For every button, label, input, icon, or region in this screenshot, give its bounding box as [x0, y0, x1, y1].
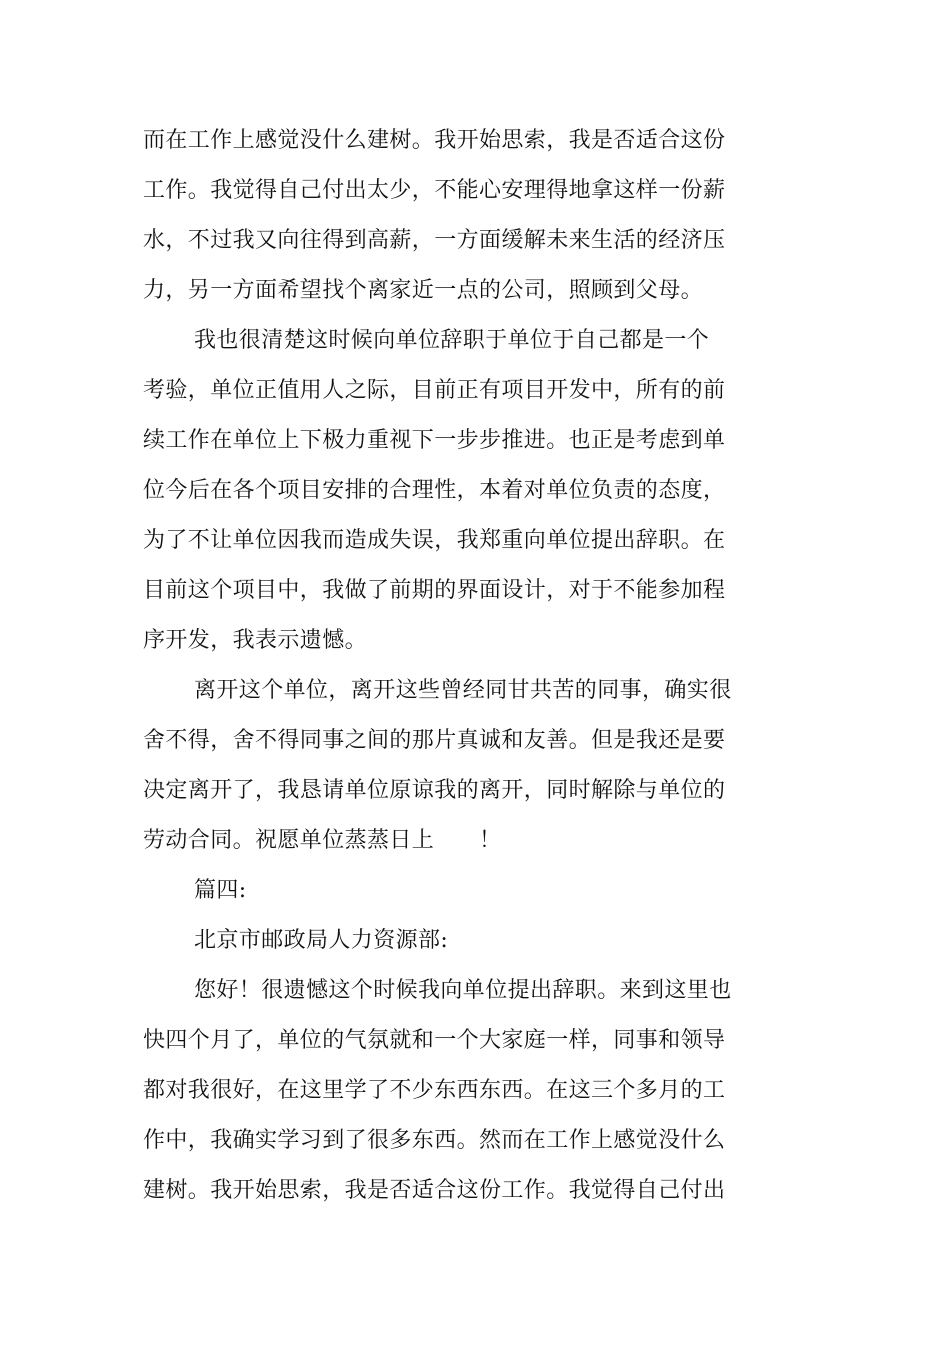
text-line: 劳动合同。祝愿单位蒸蒸日上 ！	[143, 828, 502, 853]
text-line: 而在工作上感觉没什么建树。我开始思索，我是否适合这份	[143, 128, 726, 153]
text-line: 目前这个项目中，我做了前期的界面设计，对于不能参加程	[143, 578, 726, 603]
text-line: 考验，单位正值用人之际，目前正有项目开发中，所有的前	[143, 378, 726, 403]
text-line: 都对我很好，在这里学了不少东西东西。在这三个多月的工	[143, 1078, 726, 1103]
paragraph-start-line: 离开这个单位，离开这些曾经同甘共苦的同事，确实很	[194, 678, 732, 703]
text-line: 水，不过我又向往得到高薪，一方面缓解未来生活的经济压	[143, 228, 726, 253]
paragraph-start-line: 您好！很遗憾这个时候我向单位提出辞职。来到这里也	[194, 978, 732, 1003]
text-line: 快四个月了，单位的气氛就和一个大家庭一样，同事和领导	[143, 1028, 726, 1053]
section-heading: 篇四:	[194, 878, 247, 903]
text-line: 为了不让单位因我而造成失误，我郑重向单位提出辞职。在	[143, 528, 726, 553]
text-line: 力，另一方面希望找个离家近一点的公司，照顾到父母。	[143, 278, 704, 303]
text-line: 续工作在单位上下极力重视下一步步推进。也正是考虑到单	[143, 428, 726, 453]
paragraph-start-line: 我也很清楚这时候向单位辞职于单位于自己都是一个	[194, 328, 710, 353]
text-line: 工作。我觉得自己付出太少，不能心安理得地拿这样一份薪	[143, 178, 726, 203]
text-line: 序开发，我表示遗憾。	[143, 628, 368, 653]
text-line: 建树。我开始思索，我是否适合这份工作。我觉得自己付出	[143, 1178, 726, 1203]
text-line: 作中，我确实学习到了很多东西。然而在工作上感觉没什么	[143, 1128, 726, 1153]
text-line: 位今后在各个项目安排的合理性，本着对单位负责的态度，	[143, 478, 726, 503]
text-line: 决定离开了，我恳请单位原谅我的离开，同时解除与单位的	[143, 778, 726, 803]
letter-salutation: 北京市邮政局人力资源部:	[194, 928, 449, 953]
text-line: 舍不得，舍不得同事之间的那片真诚和友善。但是我还是要	[143, 728, 726, 753]
